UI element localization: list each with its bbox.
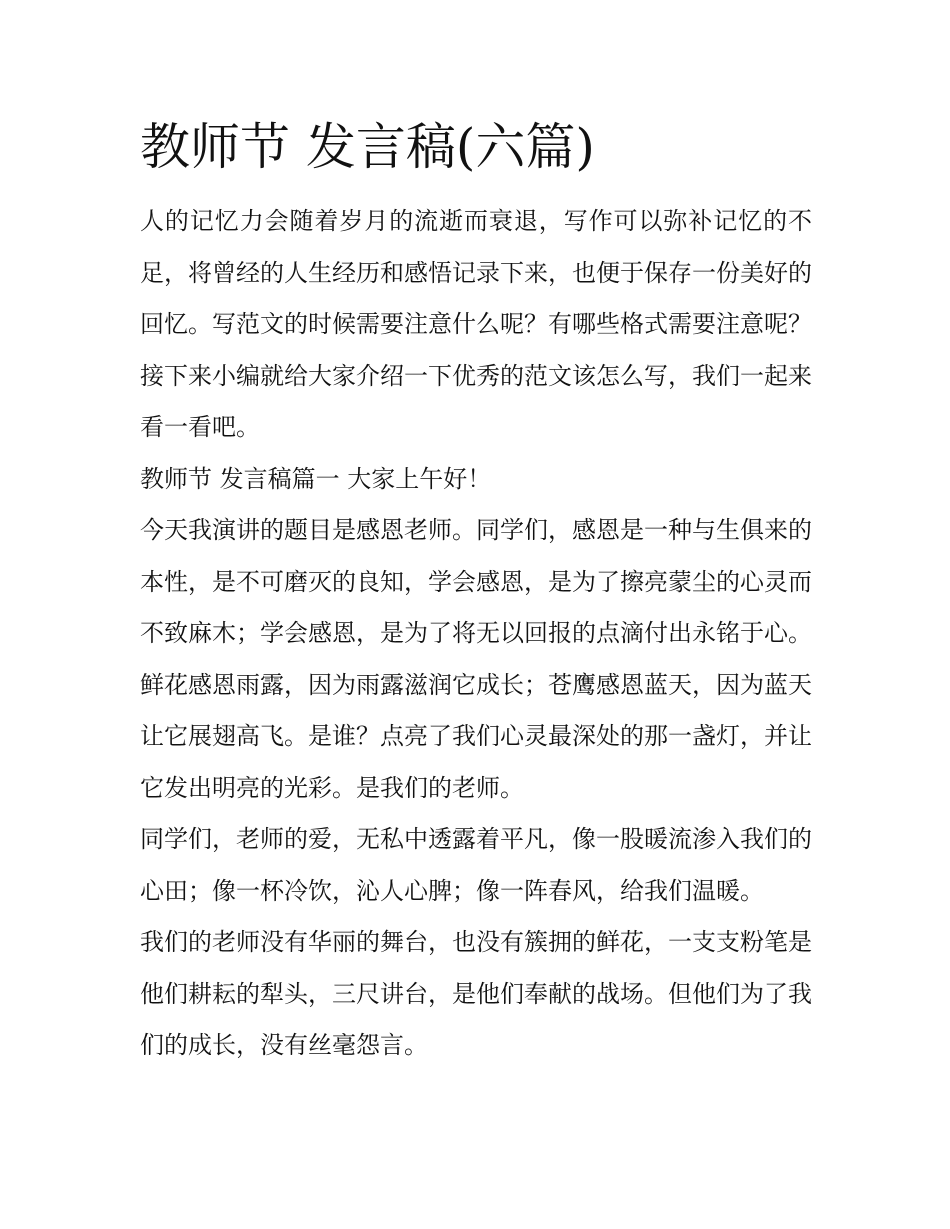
paragraph-flowers-and-eagles: 鲜花感恩雨露，因为雨露滋润它成长；苍鹰感恩蓝天，因为蓝天让它展翅高飞。是谁？点亮了我们心灵最深处的那一盏灯，并让它发出明亮的光彩。是我们的老师。 [140,670,812,802]
paragraph-speech-heading: 教师节 发言稿篇一 大家上午好！ [140,464,492,493]
paragraph-gratitude-theme: 今天我演讲的题目是感恩老师。同学们，感恩是一种与生俱来的本性，是不可磨灭的良知，学会感恩，是为了擦亮蒙尘的心灵而不致麻木；学会感恩，是为了将无以回报的点滴付出永铭于心。 [140,516,812,647]
document-title: 教师节 发言稿(六篇) [140,118,595,176]
paragraph-teachers-dedication: 我们的老师没有华丽的舞台，也没有簇拥的鲜花，一支支粉笔是他们耕耘的犁头，三尺讲台，是他们奉献的战场。但他们为了我们的成长，没有丝毫怨言。 [140,928,812,1059]
document-content [140,112,812,1072]
paragraph-intro: 人的记忆力会随着岁月的流逝而衰退，写作可以弥补记忆的不足，将曾经的人生经历和感悟记录下来，也便于保存一份美好的回忆。写范文的时候需要注意什么呢？有哪些格式需要注意呢？接下来小编就给大家介绍一下优秀的范文该怎么写，我们一起来看一看吧。 [140,207,812,441]
document-body [140,196,812,1072]
paragraph-teachers-love: 同学们，老师的爱，无私中透露着平凡，像一股暖流渗入我们的心田；像一杯冷饮，沁人心脾；像一阵春风，给我们温暖。 [140,825,812,905]
